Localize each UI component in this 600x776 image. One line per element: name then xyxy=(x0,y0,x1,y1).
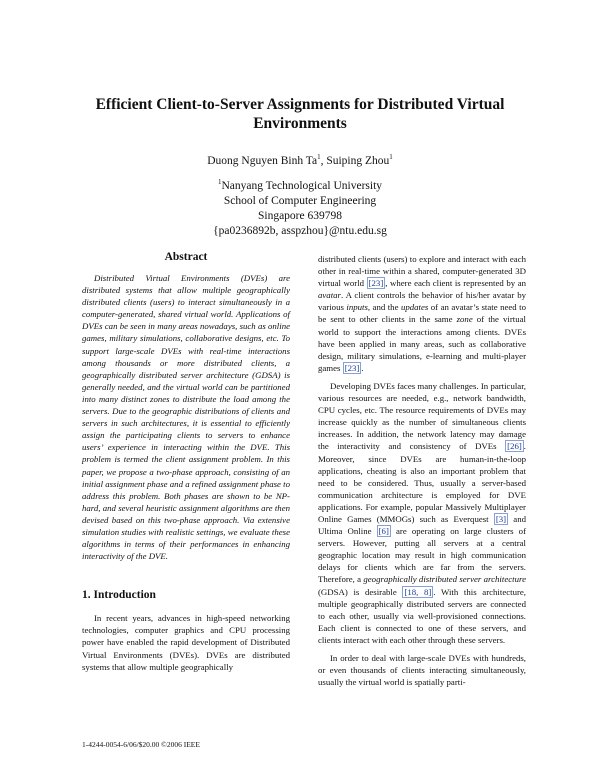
intro-paragraph-continued: distributed clients (users) to explore and interact with each other in real-time within a shared, computer-generated 3D virtual world [23] , where each client is represented by an avatar. A client controls the behavior of his/her avatar by various inputs, and the updates of an avatar’s state need to be sent to other clients in the same zone of the virtual world to support the interactions among clients. DVEs have been applied in many areas, such as collaborative design, military simulations, e-learning and multi-player games [23] . xyxy=(318,254,526,373)
citation-link[interactable]: [3] xyxy=(495,513,507,524)
citation-link[interactable]: [23] xyxy=(344,362,360,373)
affiliation-mark: 1 xyxy=(217,178,222,186)
citation-link[interactable]: [23] xyxy=(368,278,384,289)
section-heading-introduction: 1. Introduction xyxy=(82,589,156,602)
citation-link[interactable]: [6] xyxy=(378,526,389,537)
affiliation-email: {pa0236892b, asspzhou}@ntu.edu.sg xyxy=(213,225,387,237)
citation-link[interactable]: [18, 8] xyxy=(404,586,432,597)
abstract-text: Distributed Virtual Environments (DVEs) are distributed systems that allow multiple geographically distributed clients (users) to interact simultaneously in a computer-generated, shared virtual world. Applications of DVEs can be seen in many areas nowadays, such as online games, military simulations, collaborative designs, etc. To support large-scale DVEs with real-time interactions among thousands or more distributed clients, a geographically distributed server architecture (GDSA) is generally needed, and the virtual world can be partitioned into many distinct zones to distribute the load among the servers. Due to the geographic distributions of clients and servers in such architectures, it is essential to efficiently assign the participating clients to servers to enhance users’ experience in interacting within the DVE. This problem is termed the client assignment problem. In this paper, we propose a two-phase approach, consisting of an initial assignment phase and a refined assignment phase to address this problem. Both phases are shown to be NP-hard, and several heuristic assignment algorithms are then devised based on this two-phase approach. Via extensive simulation studies with realistic settings, we evaluate these algorithms in terms of their performances in enhancing interactivity of the DVE. xyxy=(82,273,290,562)
author-line xyxy=(90,150,510,168)
paper-title: Efficient Client-to-Server Assignments for Distributed Virtual Environments xyxy=(95,96,505,132)
abstract-heading: Abstract xyxy=(164,251,208,263)
right-column xyxy=(318,253,526,694)
citation-link[interactable]: [26] xyxy=(507,441,522,452)
affiliation-city: Singapore 639798 xyxy=(257,210,342,222)
affiliation-mark: 1 xyxy=(389,153,393,161)
author-name: Duong Nguyen Binh Ta xyxy=(207,155,318,167)
intro-paragraph-partition: In order to deal with large-scale DVEs with hundreds, or even thousands of clients interacting simultaneously, usually the virtual world is spatially parti- xyxy=(318,653,526,688)
affiliation-mark: 1 xyxy=(317,153,321,161)
intro-paragraph-challenges: Developing DVEs faces many challenges. In particular, various resources are needed, e.g., network bandwidth, CPU cycles, etc. The resource requirements of DVEs may increase quickly as the number of simultaneous clients increases. In addition, the network latency may damage the interactivity and consistency of DVEs [26] . Moreover, since DVEs are human-in-the-loop applications, cheating is also an important problem that need to be considered. Thus, usually a server-based communication architecture is employed for DVE applications. For example, popular Massively Multiplayer Online Games (MMOGs) such as Everquest [3] and Ultima Online [6] are operating on large clusters of servers. However, putting all servers at a central geographic location may result in high communication delays for clients which are far from the servers. Therefore, a geographically distributed server architecture (GDSA) is desirable [18, 8] . With this architecture, multiple geographically distributed servers are connected to each other, usually via well-provisioned connections. Each client is connected to one of these servers, and clients interact with each other through these servers. xyxy=(318,380,527,645)
author-name: Suiping Zhou xyxy=(326,155,390,167)
left-column xyxy=(82,250,290,679)
intro-paragraph: In recent years, advances in high-speed networking technologies, computer graphics and CPU processing power have enabled the rapid development of Distributed Virtual Environments (DVEs). DVEs are distributed systems that allow multiple geographically xyxy=(82,613,290,672)
copyright-footer: 1-4244-0054-6/06/$20.00 ©2006 IEEE xyxy=(82,740,200,749)
affiliation-block xyxy=(150,175,450,239)
affiliation-school: School of Computer Engineering xyxy=(223,195,377,207)
affiliation-university: Nanyang Technological University xyxy=(221,180,383,192)
author-separator: , xyxy=(320,155,327,167)
